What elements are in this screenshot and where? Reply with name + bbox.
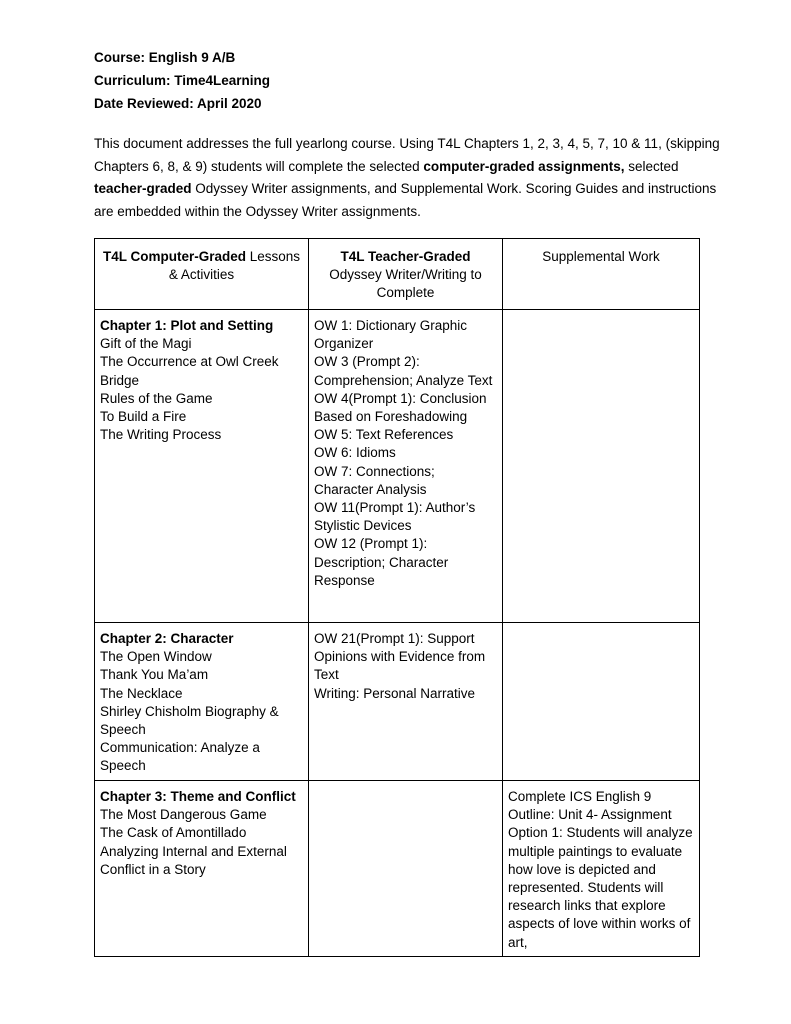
- list-item: OW 11(Prompt 1): Author’s Stylistic Devices: [314, 500, 476, 534]
- intro-text-1: This document addresses the full yearlong course. Using T4L Chapters 1, 2, 3, 4, 5, 7, 10 & 11, (skipping Chapters 6, 8, & 9) students will complete the selected: [94, 136, 720, 174]
- list-item: To Build a Fire: [100, 409, 187, 425]
- list-item: Writing: Personal Narrative: [314, 685, 476, 701]
- table-row: [95, 310, 700, 623]
- header-col2-bold: T4L Teacher-Graded: [340, 249, 471, 264]
- table-header-row: [95, 239, 700, 310]
- header-col1-rest: Lessons & Activities: [168, 249, 301, 283]
- list-item: Gift of the Magi: [100, 336, 192, 352]
- header-supplemental: Supplemental Work: [503, 239, 700, 310]
- list-item: OW 7: Connections; Character Analysis: [314, 463, 435, 497]
- course-line: Course: English 9 A/B: [94, 50, 236, 65]
- list-item: Shirley Chisholm Biography & Speech: [100, 703, 279, 738]
- list-item: Rules of the Game: [100, 390, 213, 406]
- list-item: The Open Window: [100, 649, 212, 665]
- chapter-title: Chapter 1: Plot and Setting: [100, 318, 274, 333]
- list-item: OW 4(Prompt 1): Conclusion Based on Foreshadowing: [314, 390, 487, 425]
- table-row: [95, 623, 700, 781]
- intro-text-2: selected: [624, 158, 679, 174]
- intro-text-3: Odyssey Writer assignments, and Supplemental Work. Scoring Guides and instructions are embedded within the Odyssey Writer assignments.: [94, 181, 717, 219]
- intro-bold-teacher-graded: teacher-graded: [94, 181, 192, 196]
- writing-cell: [309, 623, 503, 781]
- list-item: OW 21(Prompt 1): Support Opinions with Evidence from Text: [314, 631, 486, 683]
- list-item: OW 5: Text References: [314, 427, 454, 443]
- list-item: The Occurrence at Owl Creek Bridge: [100, 354, 279, 388]
- supplemental-cell: Complete ICS English 9 Outline: Unit 4- Assignment Option 1: Students will analyze multiple paintings to evaluate how love is depicted and represented. Students will research links that explore aspects of love within works of art,: [503, 781, 700, 957]
- intro-paragraph: [94, 133, 724, 223]
- curriculum-line: Curriculum: Time4Learning: [94, 73, 271, 88]
- supplemental-cell: [503, 310, 700, 623]
- lessons-cell: [95, 781, 309, 957]
- list-item: Communication: Analyze a Speech: [100, 740, 260, 774]
- chapter-title: Chapter 2: Character: [100, 631, 234, 646]
- curriculum-table: [94, 238, 700, 957]
- list-item: The Cask of Amontillado: [100, 825, 247, 841]
- list-item: OW 1: Dictionary Graphic Organizer: [314, 318, 468, 352]
- list-item: OW 6: Idioms: [314, 445, 396, 461]
- chapter-title: Chapter 3: Theme and Conflict: [100, 789, 296, 804]
- header-teacher-graded: [309, 239, 503, 310]
- list-item: Analyzing Internal and External Conflict in a Story: [100, 843, 287, 877]
- list-item: The Writing Process: [100, 427, 222, 443]
- date-reviewed-line: Date Reviewed: April 2020: [94, 96, 262, 111]
- writing-cell: [309, 310, 503, 623]
- header-col1-bold: T4L Computer-Graded: [102, 249, 246, 264]
- lessons-cell: [95, 623, 309, 781]
- writing-cell: [309, 781, 503, 957]
- lessons-cell: [95, 310, 309, 623]
- document-header: [94, 46, 270, 115]
- list-item: OW 3 (Prompt 2): Comprehension; Analyze Text: [314, 354, 493, 388]
- intro-bold-computer-graded: computer-graded assignments,: [423, 158, 625, 174]
- supplemental-cell: [503, 623, 700, 781]
- list-item: The Necklace: [100, 685, 183, 701]
- list-item: The Most Dangerous Game: [100, 807, 267, 823]
- header-col2-rest: Odyssey Writer/Writing to Complete: [329, 267, 482, 301]
- table-row: [95, 781, 700, 957]
- header-computer-graded: [95, 239, 309, 310]
- list-item: Thank You Ma’am: [100, 667, 209, 683]
- list-item: OW 12 (Prompt 1): Description; Character Response: [314, 536, 449, 588]
